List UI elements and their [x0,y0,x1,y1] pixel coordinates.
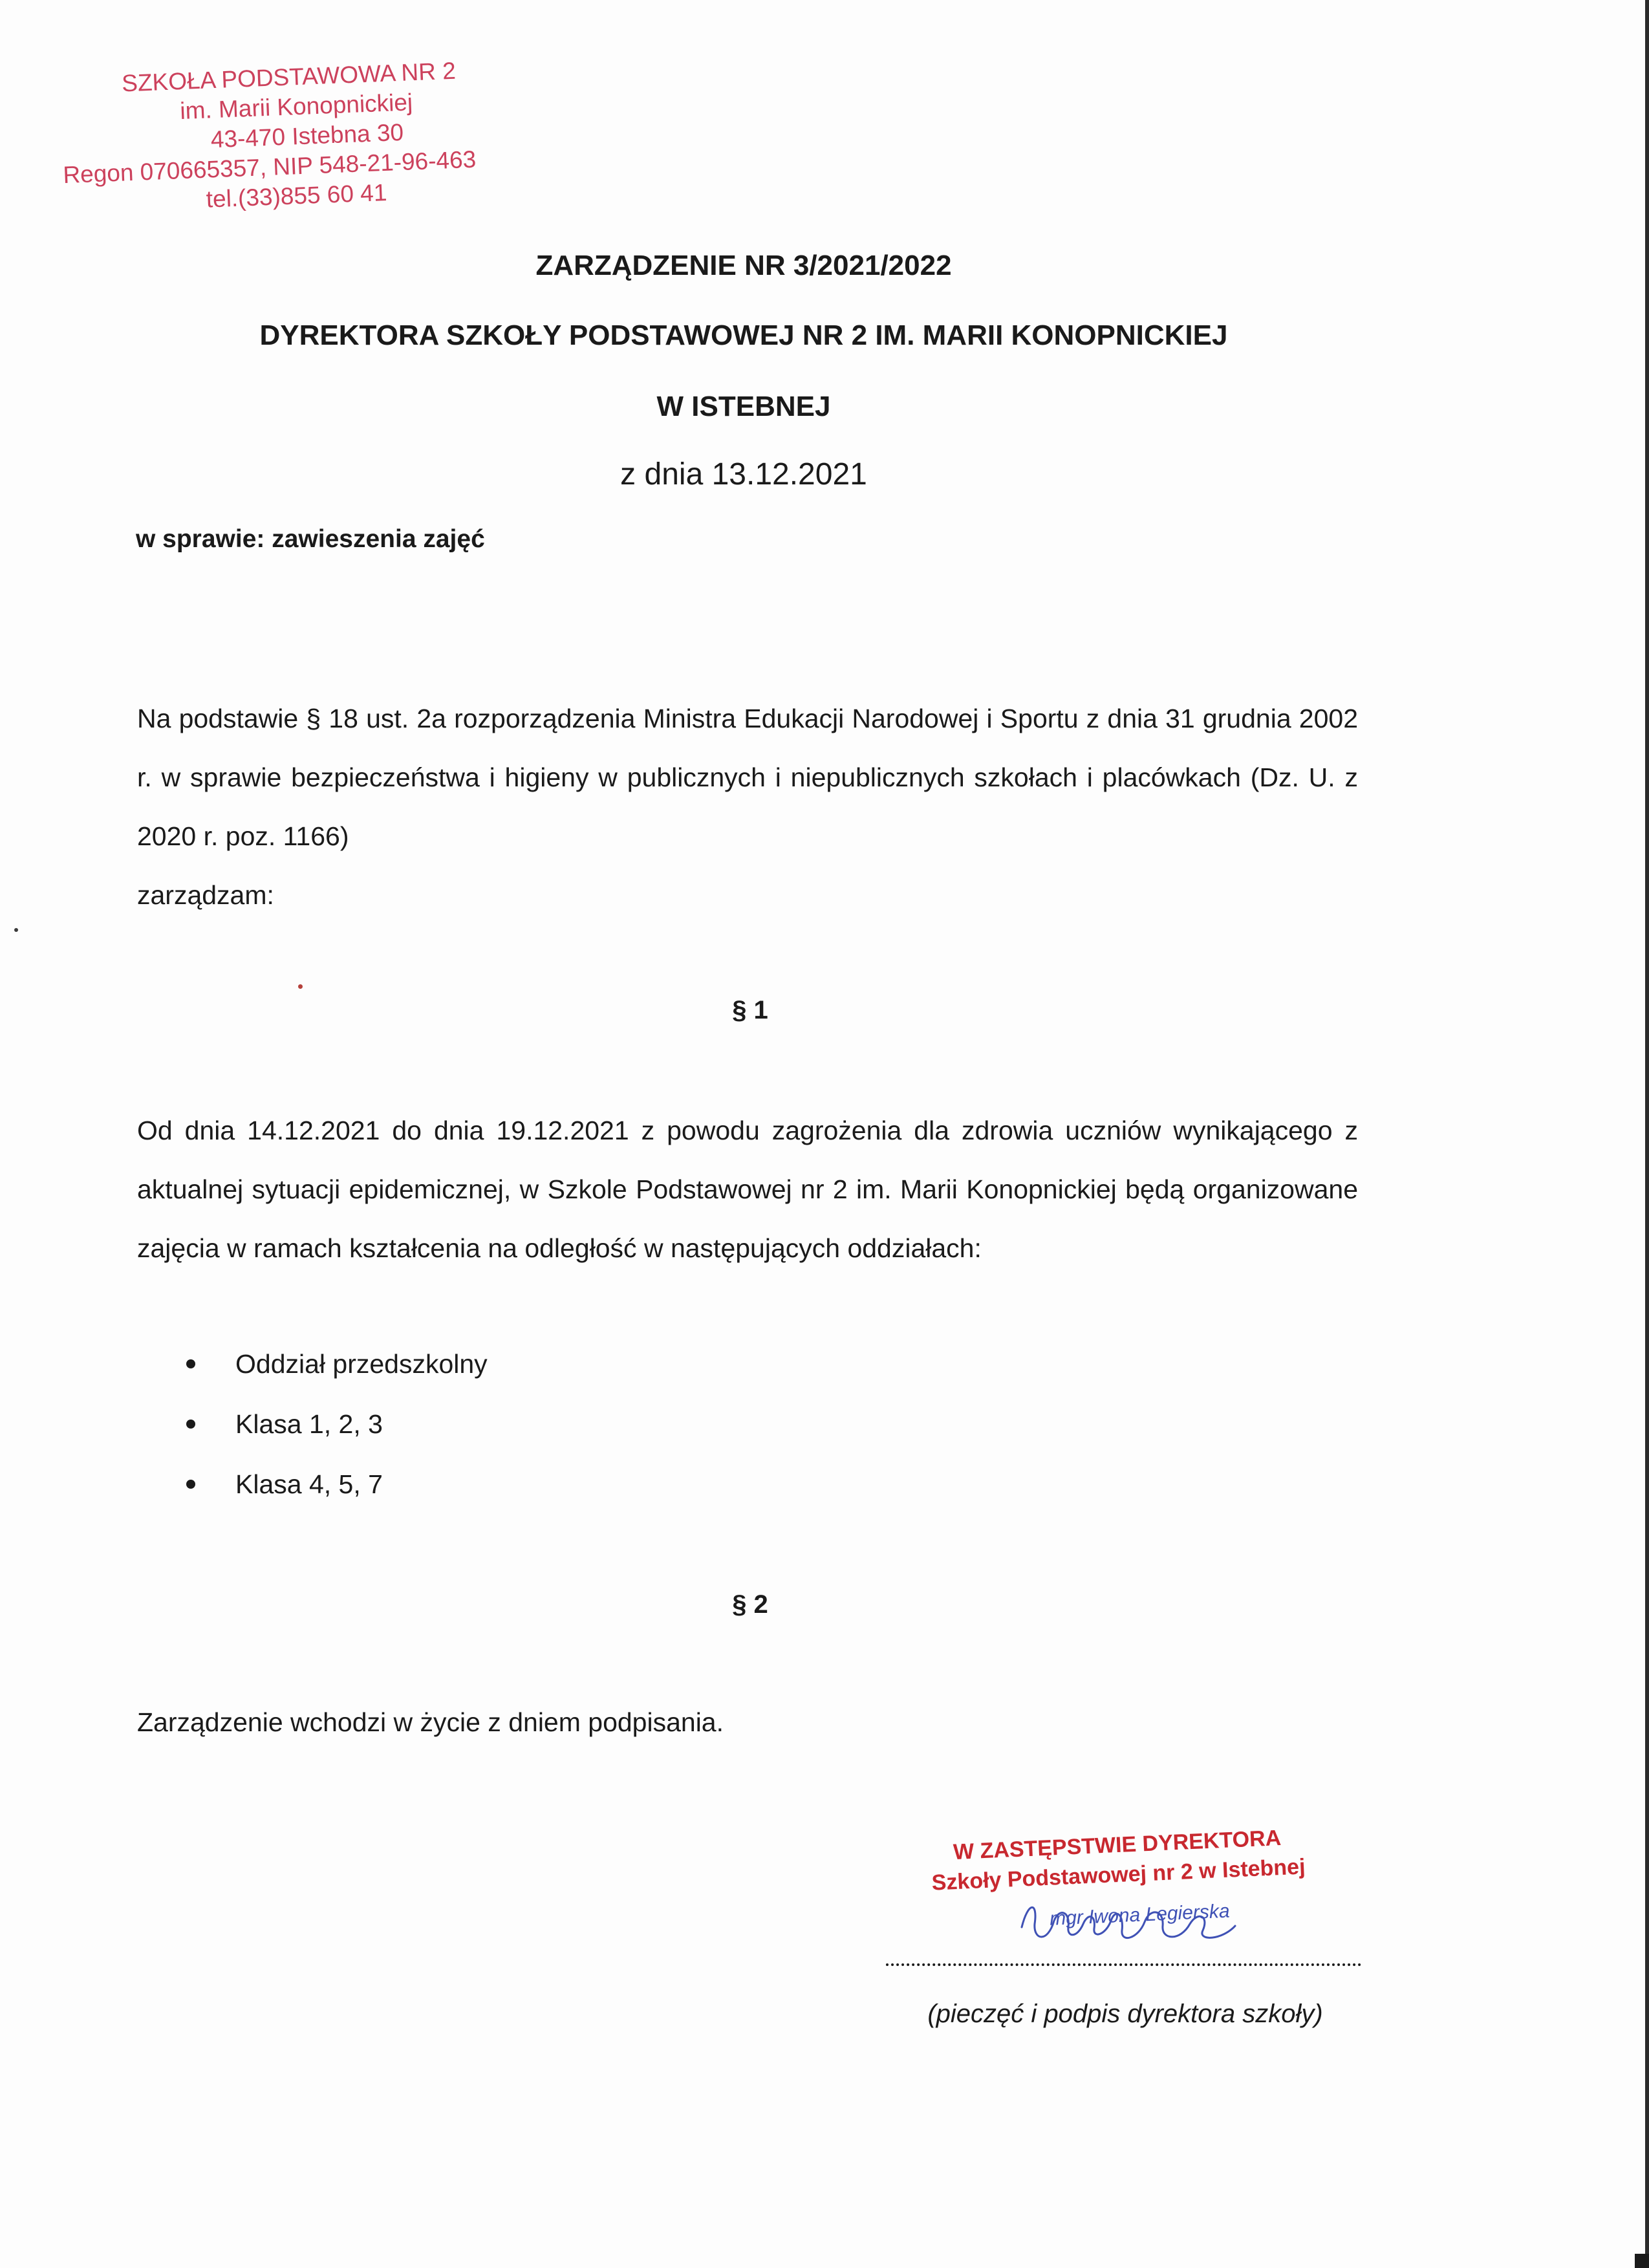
stamp-institution: Szkoły Podstawowej nr 2 w Istebnej [931,1854,1306,1895]
document-title: ZARZĄDZENIE NR 3/2021/2022 [535,250,952,281]
stamp-school-name: SZKOŁA PODSTAWOWA NR 2 [121,57,457,97]
stamp-role: W ZASTĘPSTWIE DYREKTORA [953,1826,1282,1865]
list-item-label: Oddział przedszkolny [235,1349,488,1379]
stamp-patron: im. Marii Konopnickiej [179,89,413,125]
scan-corner [1635,2254,1649,2268]
scan-edge [1645,0,1649,2268]
list-item [137,1467,488,1527]
scan-speck [14,928,18,932]
document-issuer: DYREKTORA SZKOŁY PODSTAWOWEJ NR 2 IM. MARII KONOPNICKIEJ [259,319,1228,351]
stamp-signatory-name: mgr Iwona Legierska [1049,1900,1231,1930]
signature-caption: (pieczęć i podpis dyrektora szkoły) [927,2000,1323,2028]
list-item-label: Klasa 4, 5, 7 [235,1469,383,1499]
list-item [137,1346,488,1407]
stamp-phone: tel.(33)855 60 41 [205,178,388,213]
section-2-mark: § 2 [732,1590,768,1619]
school-stamp [62,53,539,219]
scan-speck [298,984,303,989]
handwritten-signature [1009,1888,1255,1960]
section-2-text: Zarządzenie wchodzi w życie z dniem podpisania. [137,1707,724,1737]
document-date: z dnia 13.12.2021 [620,457,867,491]
stamp-regon-nip: Regon 070665357, NIP 548-21-96-463 [62,146,477,189]
signature-line [886,1963,1361,1966]
bullet-icon [186,1480,195,1489]
decree-word: zarządzam: [137,880,274,910]
class-list [137,1346,488,1527]
stamp-address: 43-470 Istebna 30 [210,118,404,153]
section-1-paragraph: Od dnia 14.12.2021 do dnia 19.12.2021 z powodu zagrożenia dla zdrowia uczniów wynikającego z aktualnej sytuacji epidemicznej, w Szkole Podstawowej nr 2 im. Marii Konopnickiej będą organizowane zajęcia w ramach kształcenia na odległość w następujących oddziałach: [137,1116,1358,1263]
bullet-icon [186,1359,195,1368]
list-item [137,1407,488,1467]
document-subject: w sprawie: zawieszenia zajęć [136,525,485,553]
preamble-paragraph: Na podstawie § 18 ust. 2a rozporządzenia Ministra Edukacji Narodowej i Sportu z dnia 31 grudnia 2002 r. w sprawie bezpieczeństwa i higieny w publicznych i niepublicznych szkołach i placówkach (Dz. U. z 2020 r. poz. 1166) [137,704,1358,851]
section-1-mark: § 1 [732,996,768,1024]
document-location: W ISTEBNEJ [656,391,831,422]
list-item-label: Klasa 1, 2, 3 [235,1409,383,1439]
bullet-icon [186,1420,195,1429]
